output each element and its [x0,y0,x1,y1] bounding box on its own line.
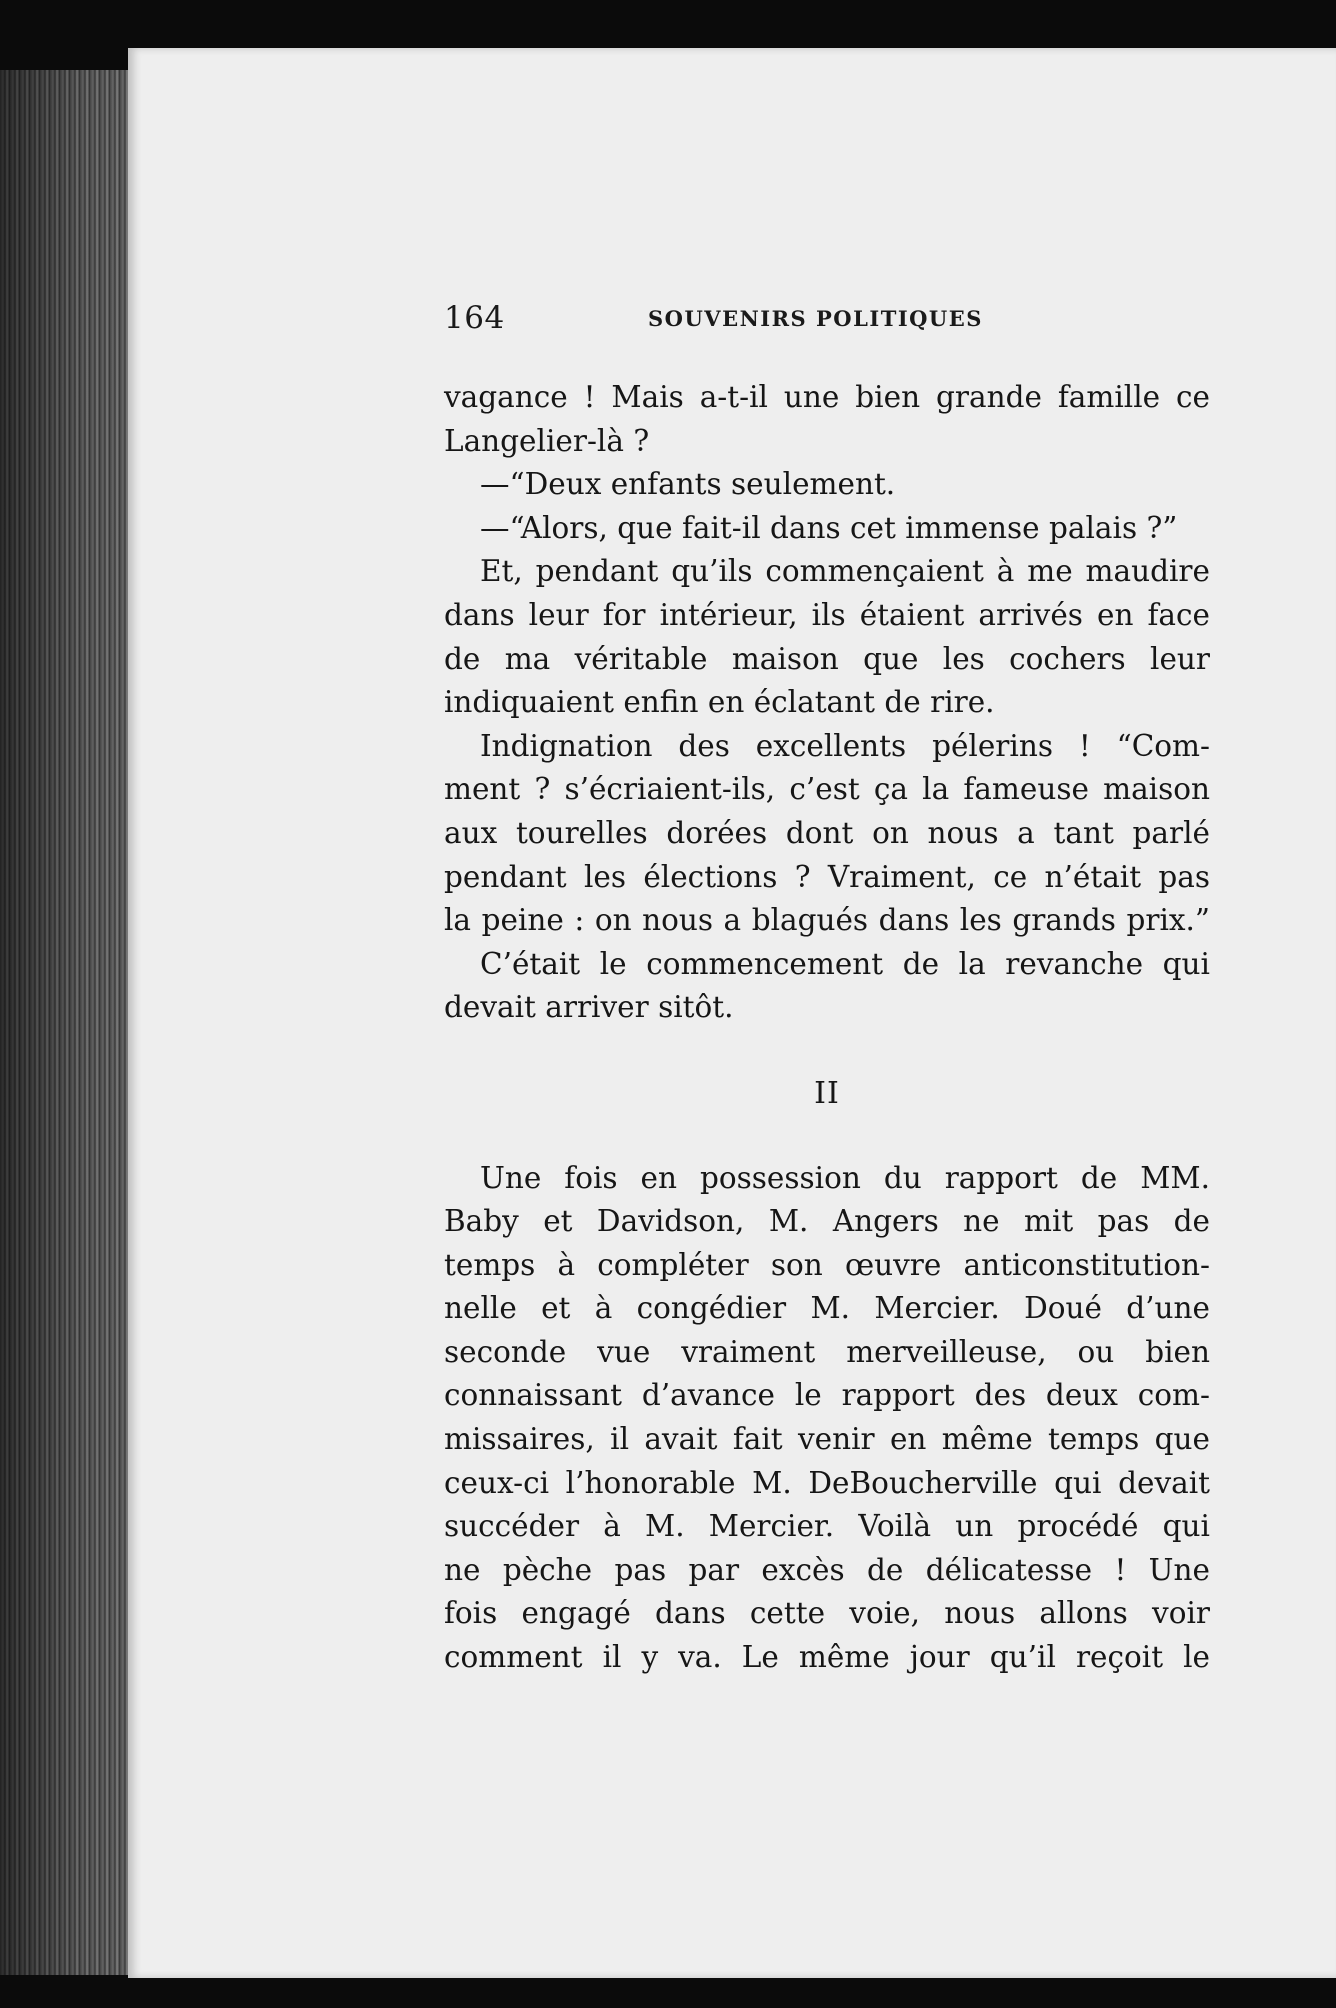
text-line: de ma véritable maison que les cochers leur [444,641,1210,676]
text-line: Langelier-là ? [444,423,650,458]
text-line: vagance ! Mais a-t-il une bien grande famille ce [444,380,1210,414]
text-line: —“Alors, que fait-il dans cet immense palais ?” [480,510,1178,545]
text-line: Baby et Davidson, M. Angers ne mit pas de [444,1204,1210,1239]
text-line: comment il y va. Le même jour qu’il reçoit le [444,1640,1210,1675]
text-line: seconde vue vraiment merveilleuse, ou bien [444,1334,1210,1369]
text-line: ceux-ci l’honorable M. DeBoucherville qui devait [444,1465,1210,1500]
page-number: 164 [444,300,505,336]
text-line: dans leur for intérieur, ils étaient arrivés en face [444,597,1210,632]
text-line: aux tourelles dorées dont on nous a tant parlé [444,815,1210,850]
body-text [444,376,1210,1680]
text-line: ne pèche pas par excès de délicatesse ! Une [444,1552,1210,1587]
text-line: succéder à M. Mercier. Voilà un procédé qui [444,1509,1210,1544]
text-line: fois engagé dans cette voie, nous allons voir [444,1596,1210,1631]
text-line: C’était le commencement de la revanche qui [480,946,1210,981]
text-line: Une fois en possession du rapport de MM. [480,1160,1210,1195]
running-head [444,248,1336,336]
page-edges [0,70,140,1975]
text-line: la peine : on nous a blagués dans les grands prix.” [444,903,1210,938]
section-heading: II [814,1075,840,1111]
text-line: missaires, il avait fait venir en même temps que [444,1422,1210,1457]
text-line: nelle et à congédier M. Mercier. Doué d’une [444,1291,1210,1326]
running-title: SOUVENIRS POLITIQUES [648,306,983,331]
text-line: temps à compléter son œuvre anticonstitution- [444,1247,1210,1282]
text-line: devait arriver sitôt. [444,990,734,1025]
page [128,48,1336,1978]
text-line: pendant les élections ? Vraiment, ce n’était pas [444,859,1210,894]
text-line: connaissant d’avance le rapport des deux com- [444,1378,1210,1413]
text-line: —“Deux enfants seulement. [480,467,896,502]
text-line: ment ? s’écriaient-ils, c’est ça la fameuse maison [444,772,1210,807]
text-line: indiquaient enfin en éclatant de rire. [444,685,995,720]
page-content [444,248,1336,1675]
text-line: Indignation des excellents pélerins ! “Com- [480,728,1210,763]
text-line: Et, pendant qu’ils commençaient à me maudire [480,554,1210,589]
